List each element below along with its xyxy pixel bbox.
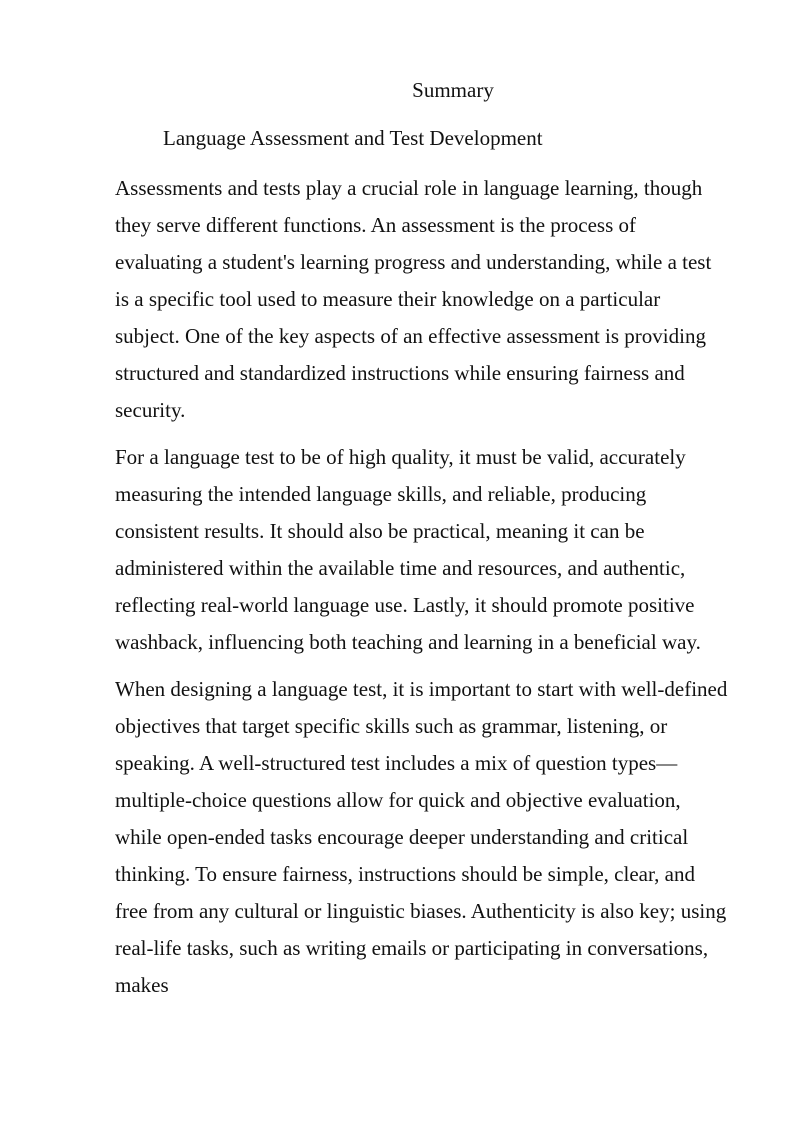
- text-line: When designing a language test, it is important to start with well-defined: [115, 677, 728, 701]
- document-subtitle: Language Assessment and Test Development: [163, 126, 543, 150]
- text-line: while open-ended tasks encourage deeper understanding and critical: [115, 825, 689, 849]
- text-line: evaluating a student's learning progress and understanding, while a test: [115, 250, 712, 274]
- text-line: thinking. To ensure fairness, instructions should be simple, clear, and: [115, 862, 695, 886]
- page-title: Summary: [412, 78, 494, 102]
- text-line: structured and standardized instructions while ensuring fairness and: [115, 361, 685, 385]
- document-body: [115, 170, 747, 1014]
- text-line: subject. One of the key aspects of an effective assessment is providing: [115, 324, 706, 348]
- text-line: measuring the intended language skills, and reliable, producing: [115, 482, 647, 506]
- text-line: real-life tasks, such as writing emails or participating in conversations,: [115, 936, 709, 960]
- paragraph-1: [115, 170, 747, 429]
- text-line: security.: [115, 398, 186, 422]
- text-line: makes: [115, 973, 169, 997]
- text-line: administered within the available time and resources, and authentic,: [115, 556, 686, 580]
- paragraph-2: [115, 439, 747, 661]
- text-line: speaking. A well-structured test includes a mix of question types—: [115, 751, 678, 775]
- text-line: objectives that target specific skills such as grammar, listening, or: [115, 714, 668, 738]
- text-line: they serve different functions. An assessment is the process of: [115, 213, 636, 237]
- text-line: washback, influencing both teaching and learning in a beneficial way.: [115, 630, 701, 654]
- text-line: free from any cultural or linguistic biases. Authenticity is also key; using: [115, 899, 727, 923]
- paragraph-3: [115, 671, 747, 1004]
- text-line: For a language test to be of high quality, it must be valid, accurately: [115, 445, 686, 469]
- text-line: is a specific tool used to measure their knowledge on a particular: [115, 287, 661, 311]
- text-line: reflecting real-world language use. Lastly, it should promote positive: [115, 593, 695, 617]
- text-line: multiple-choice questions allow for quick and objective evaluation,: [115, 788, 681, 812]
- text-line: Assessments and tests play a crucial role in language learning, though: [115, 176, 703, 200]
- text-line: consistent results. It should also be practical, meaning it can be: [115, 519, 645, 543]
